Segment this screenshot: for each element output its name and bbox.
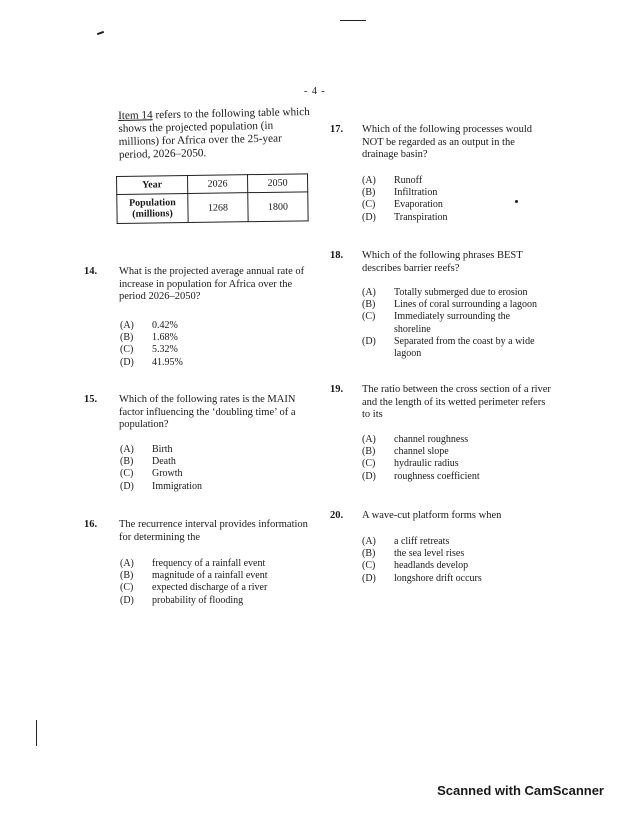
- option: [120, 481, 202, 493]
- option: [362, 573, 482, 585]
- option-label: (B): [120, 332, 134, 344]
- option-text: longshore drift occurs: [394, 572, 482, 584]
- question-number: 19.: [330, 384, 344, 395]
- scan-mark-left-edge: [36, 720, 37, 746]
- question-stem: A wave-cut platform forms when: [362, 510, 502, 521]
- option-label: (B): [362, 548, 376, 560]
- camscanner-watermark: Scanned with CamScanner: [437, 783, 604, 798]
- option-label: (A): [362, 175, 376, 186]
- option-text: Runoff: [394, 175, 423, 186]
- option-list: [362, 287, 552, 360]
- option: [120, 444, 202, 456]
- scan-mark-bullet: [515, 200, 518, 203]
- option-label: (A): [362, 434, 376, 445]
- table-year-2050: 2050: [247, 174, 307, 193]
- option-label: (D): [120, 594, 134, 606]
- option-text: 0.42%: [152, 320, 178, 331]
- option: [362, 471, 480, 483]
- option-label: (C): [362, 199, 376, 211]
- option-label: (D): [362, 572, 376, 584]
- option-label: (C): [362, 458, 376, 470]
- option-text: headlands develop: [394, 560, 469, 572]
- option: [362, 287, 552, 299]
- question-number: 17.: [330, 124, 344, 135]
- option-text: frequency of a rainfall event: [152, 558, 266, 569]
- option-label: (D): [120, 480, 134, 492]
- option-text: Transpiration: [394, 211, 448, 223]
- option-label: (C): [120, 468, 134, 480]
- option: [120, 344, 183, 356]
- option: [120, 456, 202, 468]
- scan-mark-top-center: [340, 20, 366, 21]
- option: [362, 548, 482, 560]
- option: [362, 560, 482, 572]
- option-label: (A): [120, 558, 134, 569]
- option-label: (B): [120, 456, 134, 468]
- table-header-population-line2: (millions): [132, 208, 173, 220]
- question-number: 18.: [330, 250, 344, 261]
- option-text: Growth: [152, 468, 183, 480]
- option-label: (C): [362, 311, 376, 323]
- option: [362, 175, 448, 187]
- option: [120, 582, 268, 594]
- option-label: (B): [362, 299, 376, 311]
- option-text: 5.32%: [152, 344, 178, 356]
- option-text: channel roughness: [394, 434, 469, 445]
- option: [120, 332, 183, 344]
- option-label: (D): [120, 356, 134, 368]
- option-list: [120, 444, 202, 493]
- question-stem: The recurrence interval provides information for determining the: [119, 519, 308, 543]
- option-text: Infiltration: [394, 187, 438, 199]
- option-text: 1.68%: [152, 332, 178, 344]
- option-text: a cliff retreats: [394, 536, 450, 547]
- option-label: (D): [362, 335, 376, 347]
- option-text: Evaporation: [394, 199, 443, 211]
- option-list: [120, 558, 268, 607]
- question-stem: What is the projected average annual rate of increase in population for Africa over the period 2026–2050?: [119, 266, 305, 302]
- option: [362, 299, 552, 311]
- option-label: (C): [362, 560, 376, 572]
- option-text: Immigration: [152, 480, 202, 492]
- option-label: (A): [362, 287, 376, 298]
- option: [120, 320, 183, 332]
- question-stem: Which of the following phrases BEST describes barrier reefs?: [362, 250, 523, 274]
- option: [362, 199, 448, 211]
- option-text: channel slope: [394, 446, 449, 458]
- item-intro: [118, 106, 314, 162]
- table-year-2026: 2026: [188, 175, 248, 194]
- option: [120, 570, 268, 582]
- option-text: Death: [152, 456, 176, 468]
- option-text: Lines of coral surrounding a lagoon: [394, 299, 538, 311]
- option: [362, 336, 552, 360]
- table-header-year: Year: [117, 176, 188, 195]
- option-text: magnitude of a rainfall event: [152, 570, 268, 582]
- option-label: (B): [362, 446, 376, 458]
- option: [362, 311, 552, 335]
- question-number: 16.: [84, 519, 98, 530]
- option-text: Totally submerged due to erosion: [394, 287, 528, 298]
- option-label: (A): [120, 320, 134, 331]
- option: [362, 458, 480, 470]
- option-label: (C): [120, 582, 134, 594]
- option-list: [362, 536, 482, 585]
- option: [362, 187, 448, 199]
- option-label: (A): [120, 444, 134, 455]
- option-text: probability of flooding: [152, 594, 244, 606]
- option: [120, 558, 268, 570]
- option-text: Separated from the coast by a wide lagoon: [394, 335, 535, 360]
- option-label: (B): [362, 187, 376, 199]
- option-list: [120, 320, 183, 369]
- item-intro-text: refers to the following table which shows the projected population (in millions) for Africa over the 25-year period, 2026–2050.: [118, 105, 310, 161]
- option: [120, 357, 183, 369]
- option: [362, 434, 480, 446]
- question-number: 15.: [84, 394, 98, 405]
- table-value-2050: 1800: [248, 192, 308, 222]
- option-label: (D): [362, 211, 376, 223]
- question-stem: The ratio between the cross section of a river and the length of its wetted perimeter refers to its: [362, 384, 551, 420]
- table-header-population-line1: Population: [128, 197, 176, 209]
- option-list: [362, 175, 448, 224]
- table-value-2026: 1268: [188, 193, 248, 223]
- option-list: [362, 434, 480, 483]
- option: [362, 446, 480, 458]
- option-text: roughness coefficient: [394, 470, 480, 482]
- option-label: (A): [362, 536, 376, 547]
- option: [362, 536, 482, 548]
- question-stem: Which of the following processes would NOT be regarded as an output in the drainage basin?: [362, 124, 533, 160]
- option-text: Immediately surrounding the shoreline: [394, 311, 511, 335]
- page-number: - 4 -: [304, 86, 326, 97]
- option-text: hydraulic radius: [394, 458, 459, 470]
- option: [362, 212, 448, 224]
- option-label: (D): [362, 470, 376, 482]
- table-header-population: [117, 193, 188, 223]
- population-table: [116, 173, 309, 224]
- option: [120, 595, 268, 607]
- question-number: 14.: [84, 266, 98, 277]
- option: [120, 468, 202, 480]
- question-number: 20.: [330, 510, 344, 521]
- option-label: (C): [120, 344, 134, 356]
- question-stem: Which of the following rates is the MAIN factor influencing the ‘doubling time’ of a population?: [119, 394, 296, 430]
- option-label: (B): [120, 570, 134, 582]
- option-text: Birth: [152, 444, 173, 455]
- option-text: the sea level rises: [394, 548, 465, 560]
- option-text: expected discharge of a river: [152, 582, 268, 594]
- item-reference: Item 14: [118, 109, 153, 122]
- scan-mark-top-left: [97, 31, 104, 35]
- option-text: 41.95%: [152, 356, 183, 368]
